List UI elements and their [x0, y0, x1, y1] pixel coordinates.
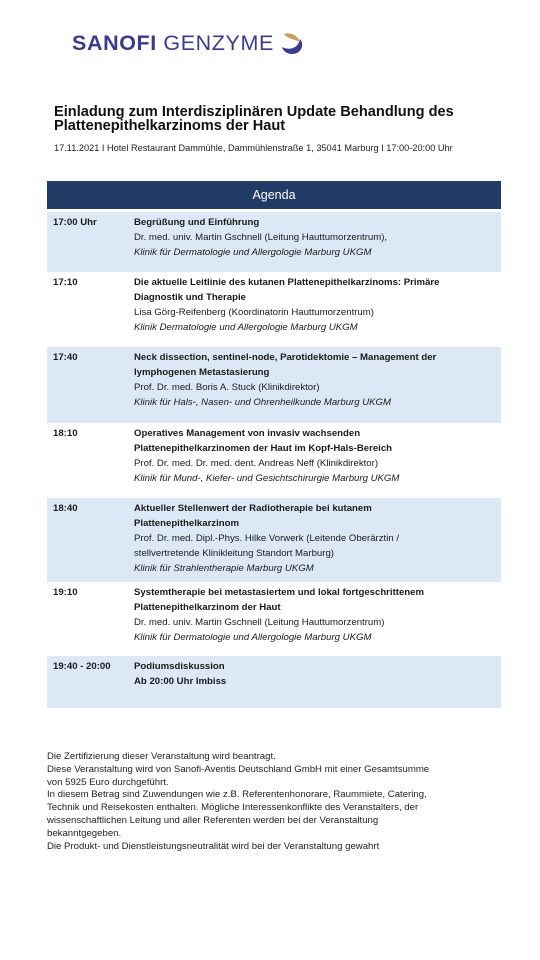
session-clinic: Klinik für Dermatologie und Allergologie Marburg UKGM — [134, 632, 372, 643]
sanofi-genzyme-bird-icon — [280, 30, 306, 56]
session-speaker: Dr. med. univ. Martin Gschnell (Leitung Hauttumorzentrum), — [134, 232, 388, 243]
session-title: Ab 20:00 Uhr Imbiss — [134, 676, 227, 687]
session-title: Diagnostik und Therapie — [134, 292, 246, 303]
agenda-row — [47, 212, 501, 272]
footer-line: von 5925 Euro durchgeführt. — [47, 776, 169, 788]
footer-line: Die Produkt- und Dienstleistungsneutralität wird bei der Veranstaltung gewahrt — [47, 840, 380, 852]
footer-line: bekanntgegeben. — [47, 827, 122, 839]
session-clinic: Klinik für Mund-, Kiefer- und Gesichtschirurgie Marburg UKGM — [134, 473, 400, 484]
session-speaker: Dr. med. univ. Martin Gschnell (Leitung Hauttumorzentrum) — [134, 617, 385, 628]
agenda-row — [47, 582, 501, 656]
footer-line: wissenschaftlichen Leitung und aller Referenten werden bei der Veranstaltung — [47, 814, 379, 826]
agenda-session — [134, 585, 496, 645]
session-speaker: Lisa Görg-Reifenberg (Koordinatorin Hauttumorzentrum) — [134, 307, 374, 318]
session-speaker: Prof. Dr. med. Dr. med. dent. Andreas Neff (Klinikdirektor) — [134, 458, 379, 469]
session-title: Neck dissection, sentinel-node, Parotidektomie – Management der — [134, 352, 437, 363]
footer-line: In diesem Betrag sind Zuwendungen wie z.B. Referentenhonorare, Raummiete, Catering, — [47, 789, 427, 801]
session-speaker: Prof. Dr. med. Dipl.-Phys. Hilke Vorwerk (Leitende Oberärztin / — [134, 533, 399, 544]
agenda-header: Agenda — [47, 181, 501, 209]
agenda-session — [134, 659, 496, 689]
footer-line: Diese Veranstaltung wird von Sanofi-Aventis Deutschland GmbH mit einer Gesamtsumme — [47, 763, 430, 775]
agenda-time: 17:00 Uhr — [53, 217, 97, 228]
session-title: Plattenepithelkarzinomen der Haut im Kopf-Hals-Bereich — [134, 443, 393, 454]
session-title: Podiumsdiskussion — [134, 661, 225, 672]
session-speaker: Prof. Dr. med. Boris A. Stuck (Klinikdirektor) — [134, 382, 320, 393]
agenda-time: 17:40 — [53, 352, 78, 363]
agenda-time: 18:10 — [53, 428, 78, 439]
event-details: 17.11.2021 I Hotel Restaurant Dammühle, Dammühlenstraße 1, 35041 Marburg I 17:00-20:00 Uhr — [54, 143, 453, 153]
footer-line: Die Zertifizierung dieser Veranstaltung wird beantragt. — [47, 751, 276, 762]
session-title: Die aktuelle Leitlinie des kutanen Plattenepithelkarzinoms: Primäre — [134, 277, 440, 288]
session-title: Operatives Management von invasiv wachsenden — [134, 428, 361, 439]
agenda-row — [47, 656, 501, 708]
agenda-row — [47, 423, 501, 498]
agenda-row — [47, 272, 501, 347]
agenda-time: 19:40 - 20:00 — [53, 661, 111, 672]
agenda-row — [47, 347, 501, 423]
footer-disclaimer — [47, 751, 497, 853]
agenda-session — [134, 350, 496, 410]
agenda-session — [134, 501, 496, 576]
agenda-row — [47, 498, 501, 582]
logo-wordmark-light: GENZYME — [163, 30, 274, 55]
logo-wordmark — [72, 31, 274, 56]
page-title: Einladung zum Interdisziplinären Update Behandlung des Plattenepithelkarzinoms der Haut — [54, 104, 454, 134]
session-title: Plattenepithelkarzinom — [134, 518, 240, 529]
agenda-time: 19:10 — [53, 587, 78, 598]
footer-line: Technik und Reisekosten enthalten. Mögliche Interessenkonflikte des Veranstalters, der — [47, 802, 419, 814]
session-title: Plattenepithelkarzinom der Haut — [134, 602, 281, 613]
agenda-time: 17:10 — [53, 277, 78, 288]
agenda-time: 18:40 — [53, 503, 78, 514]
agenda-session — [134, 275, 496, 335]
sanofi-genzyme-logo — [72, 30, 306, 56]
session-title: Begrüßung und Einführung — [134, 217, 260, 228]
session-clinic: Klinik Dermatologie und Allergologie Marburg UKGM — [134, 322, 358, 333]
session-speaker: stellvertretende Klinikleitung Standort Marburg) — [134, 548, 334, 559]
session-title: Systemtherapie bei metastasiertem und lokal fortgeschrittenem — [134, 587, 425, 598]
agenda-session — [134, 215, 496, 260]
session-clinic: Klinik für Hals-, Nasen- und Ohrenheilkunde Marburg UKGM — [134, 397, 392, 408]
session-clinic: Klinik für Dermatologie und Allergologie Marburg UKGM — [134, 247, 372, 258]
session-clinic: Klinik für Strahlentherapie Marburg UKGM — [134, 563, 314, 574]
session-title: lymphogenen Metastasierung — [134, 367, 270, 378]
logo-wordmark-bold: SANOFI — [72, 30, 157, 55]
agenda-session — [134, 426, 496, 486]
session-title: Aktueller Stellenwert der Radiotherapie bei kutanem — [134, 503, 372, 514]
